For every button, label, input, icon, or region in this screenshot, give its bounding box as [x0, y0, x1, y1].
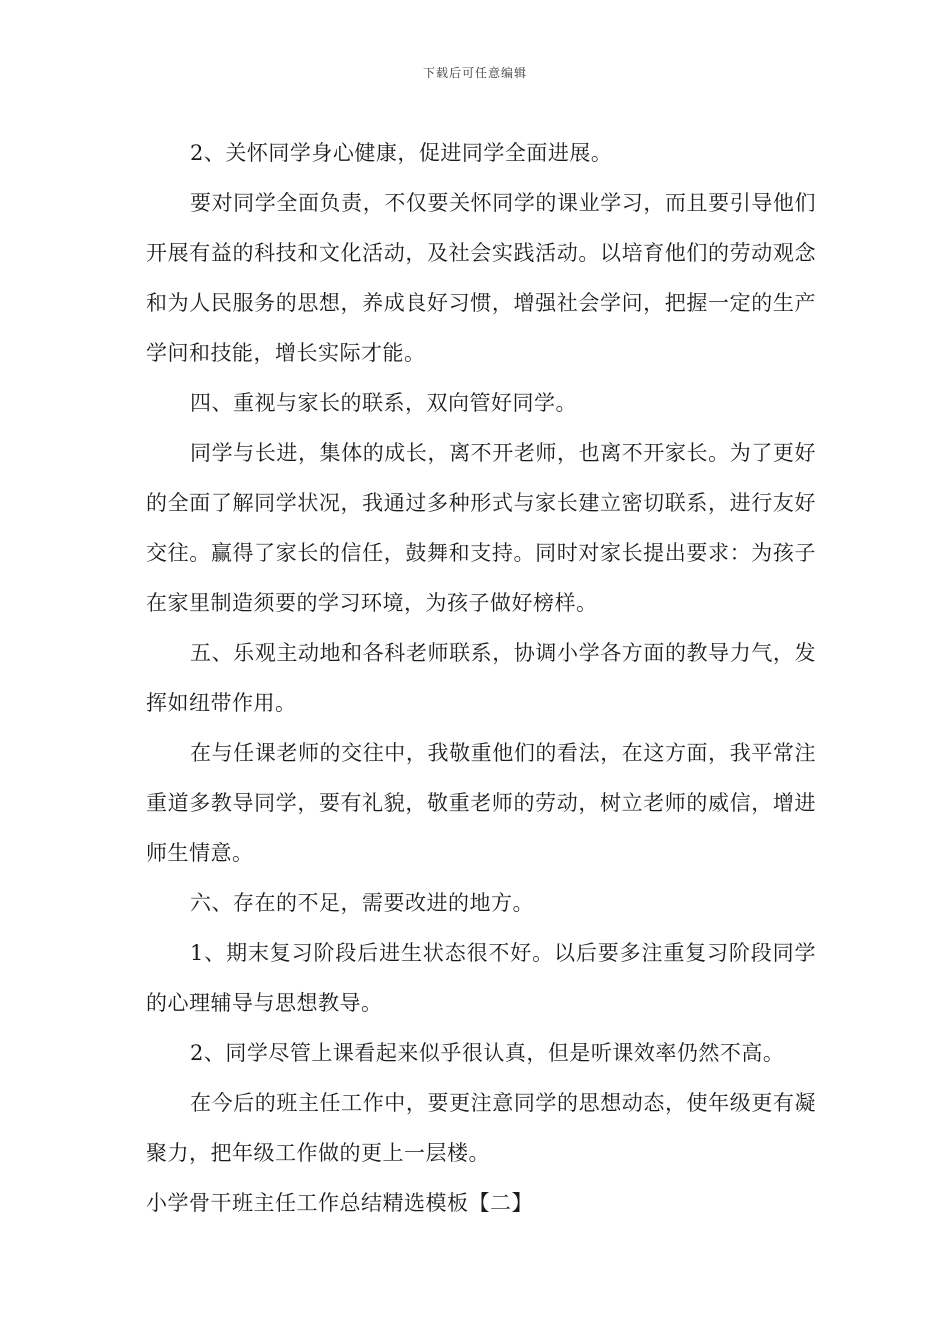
paragraph: 在与任课老师的交往中，我敬重他们的看法，在这方面，我平常注重道多教导同学，要有礼貌，敬重老师的劳动，树立老师的威信，增进师生情意。 [146, 741, 816, 865]
paragraph: 五、乐观主动地和各科老师联系，协调小学各方面的教导力气，发挥如纽带作用。 [146, 641, 816, 715]
page-header: 下载后可任意编辑 [422, 66, 527, 80]
paragraph: 同学与长进，集体的成长，离不开老师，也离不开家长。为了更好的全面了解同学状况，我通过多种形式与家长建立密切联系，进行友好交往。赢得了家长的信任，鼓舞和支持。同时对家长提出要求：为孩子在家里制造须要的学习环境，为孩子做好榜样。 [146, 441, 816, 615]
document-body [146, 128, 816, 1228]
paragraph: 要对同学全面负责，不仅要关怀同学的课业学习，而且要引导他们开展有益的科技和文化活动，及社会实践活动。以培育他们的劳动观念和为人民服务的思想，养成良好习惯，增强社会学问，把握一定的生产学问和技能，增长实际才能。 [146, 191, 816, 365]
paragraph: 六、存在的不足，需要改进的地方。 [190, 891, 534, 915]
paragraph: 在今后的班主任工作中，要更注意同学的思想动态，使年级更有凝聚力，把年级工作做的更上一层楼。 [146, 1091, 816, 1165]
paragraph: 1、期末复习阶段后进生状态很不好。以后要多注重复习阶段同学的心理辅导与思想教导。 [146, 941, 816, 1015]
paragraph: 四、重视与家长的联系，双向管好同学。 [190, 391, 577, 415]
paragraph: 2、关怀同学身心健康，促进同学全面进展。 [190, 141, 613, 165]
paragraph: 2、同学尽管上课看起来似乎很认真，但是听课效率仍然不高。 [190, 1041, 785, 1065]
section-title: 小学骨干班主任工作总结精选模板【二】 [146, 1191, 533, 1215]
